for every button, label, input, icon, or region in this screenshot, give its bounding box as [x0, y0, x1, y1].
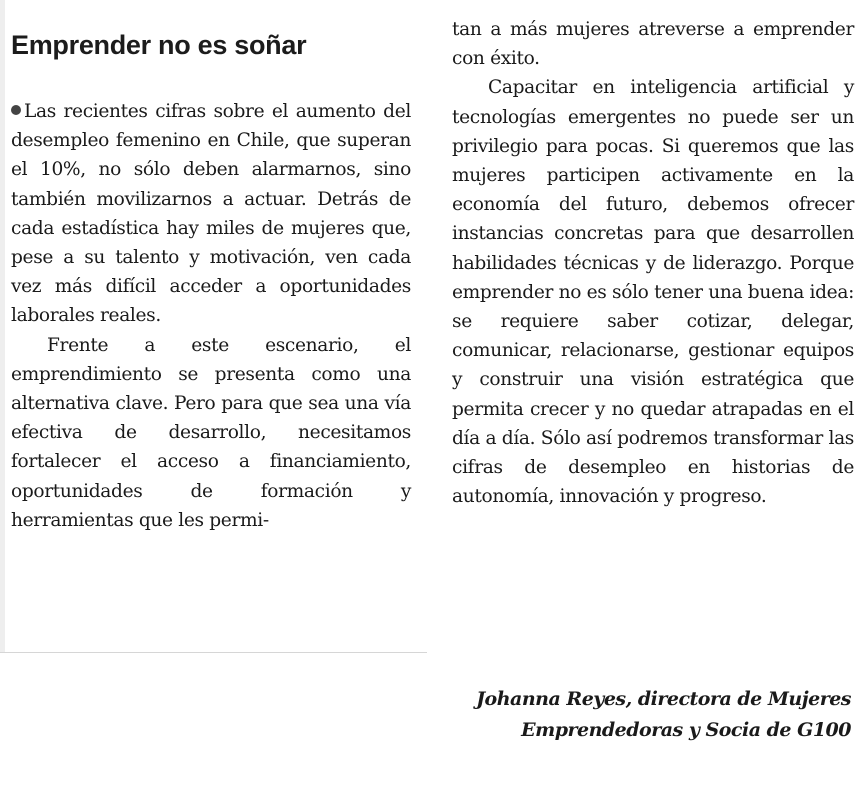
right-column: [446, 0, 863, 801]
left-column-text: [11, 97, 411, 535]
paragraph-2-continued: tan a más mujeres atreverse a emprender con éxito.: [452, 19, 854, 70]
right-column-text: [452, 15, 854, 511]
paragraph-1-text: Las recientes cifras sobre el aumento del desempleo femenino en Chile, que superan el 10%, no sólo deben alarmarnos, sino también movilizarnos a actuar. Detrás de cada estadística hay miles de mujeres que, pese a su talento y motivación, ven cada vez más difícil acceder a oportunidades laborales reales.: [11, 101, 411, 327]
left-column: [0, 0, 427, 653]
paragraph-2: Frente a este escenario, el emprendimiento se presenta como una alternativa clave. Pero para que sea una vía efectiva de desarrollo, necesitamos fortalecer el acceso a financiamiento, oportunidades de formación y herramientas que les permi-: [11, 334, 411, 531]
bullet-icon: [11, 105, 21, 115]
paragraph-1: [11, 97, 411, 331]
article-headline: Emprender no es soñar: [11, 30, 307, 60]
author-signature: Johanna Reyes, directora de Mujeres Emprendedoras y Socia de G100: [476, 688, 851, 741]
paragraph-3: Capacitar en inteligencia artificial y tecnologías emergentes no puede ser un privilegio para pocas. Si queremos que las mujeres participen activamente en la economía del futuro, debemos ofrecer instancias concretas para que desarrollen habilidades técnicas y de liderazgo. Porque emprender no es sólo tener una buena idea: se requiere saber cotizar, delegar, comunicar, relacionarse, gestionar equipos y construir una visión estratégica que permita crecer y no quedar atrapadas en el día a día. Sólo así podremos transformar las cifras de desempleo en historias de autonomía, innovación y progreso.: [452, 77, 854, 508]
